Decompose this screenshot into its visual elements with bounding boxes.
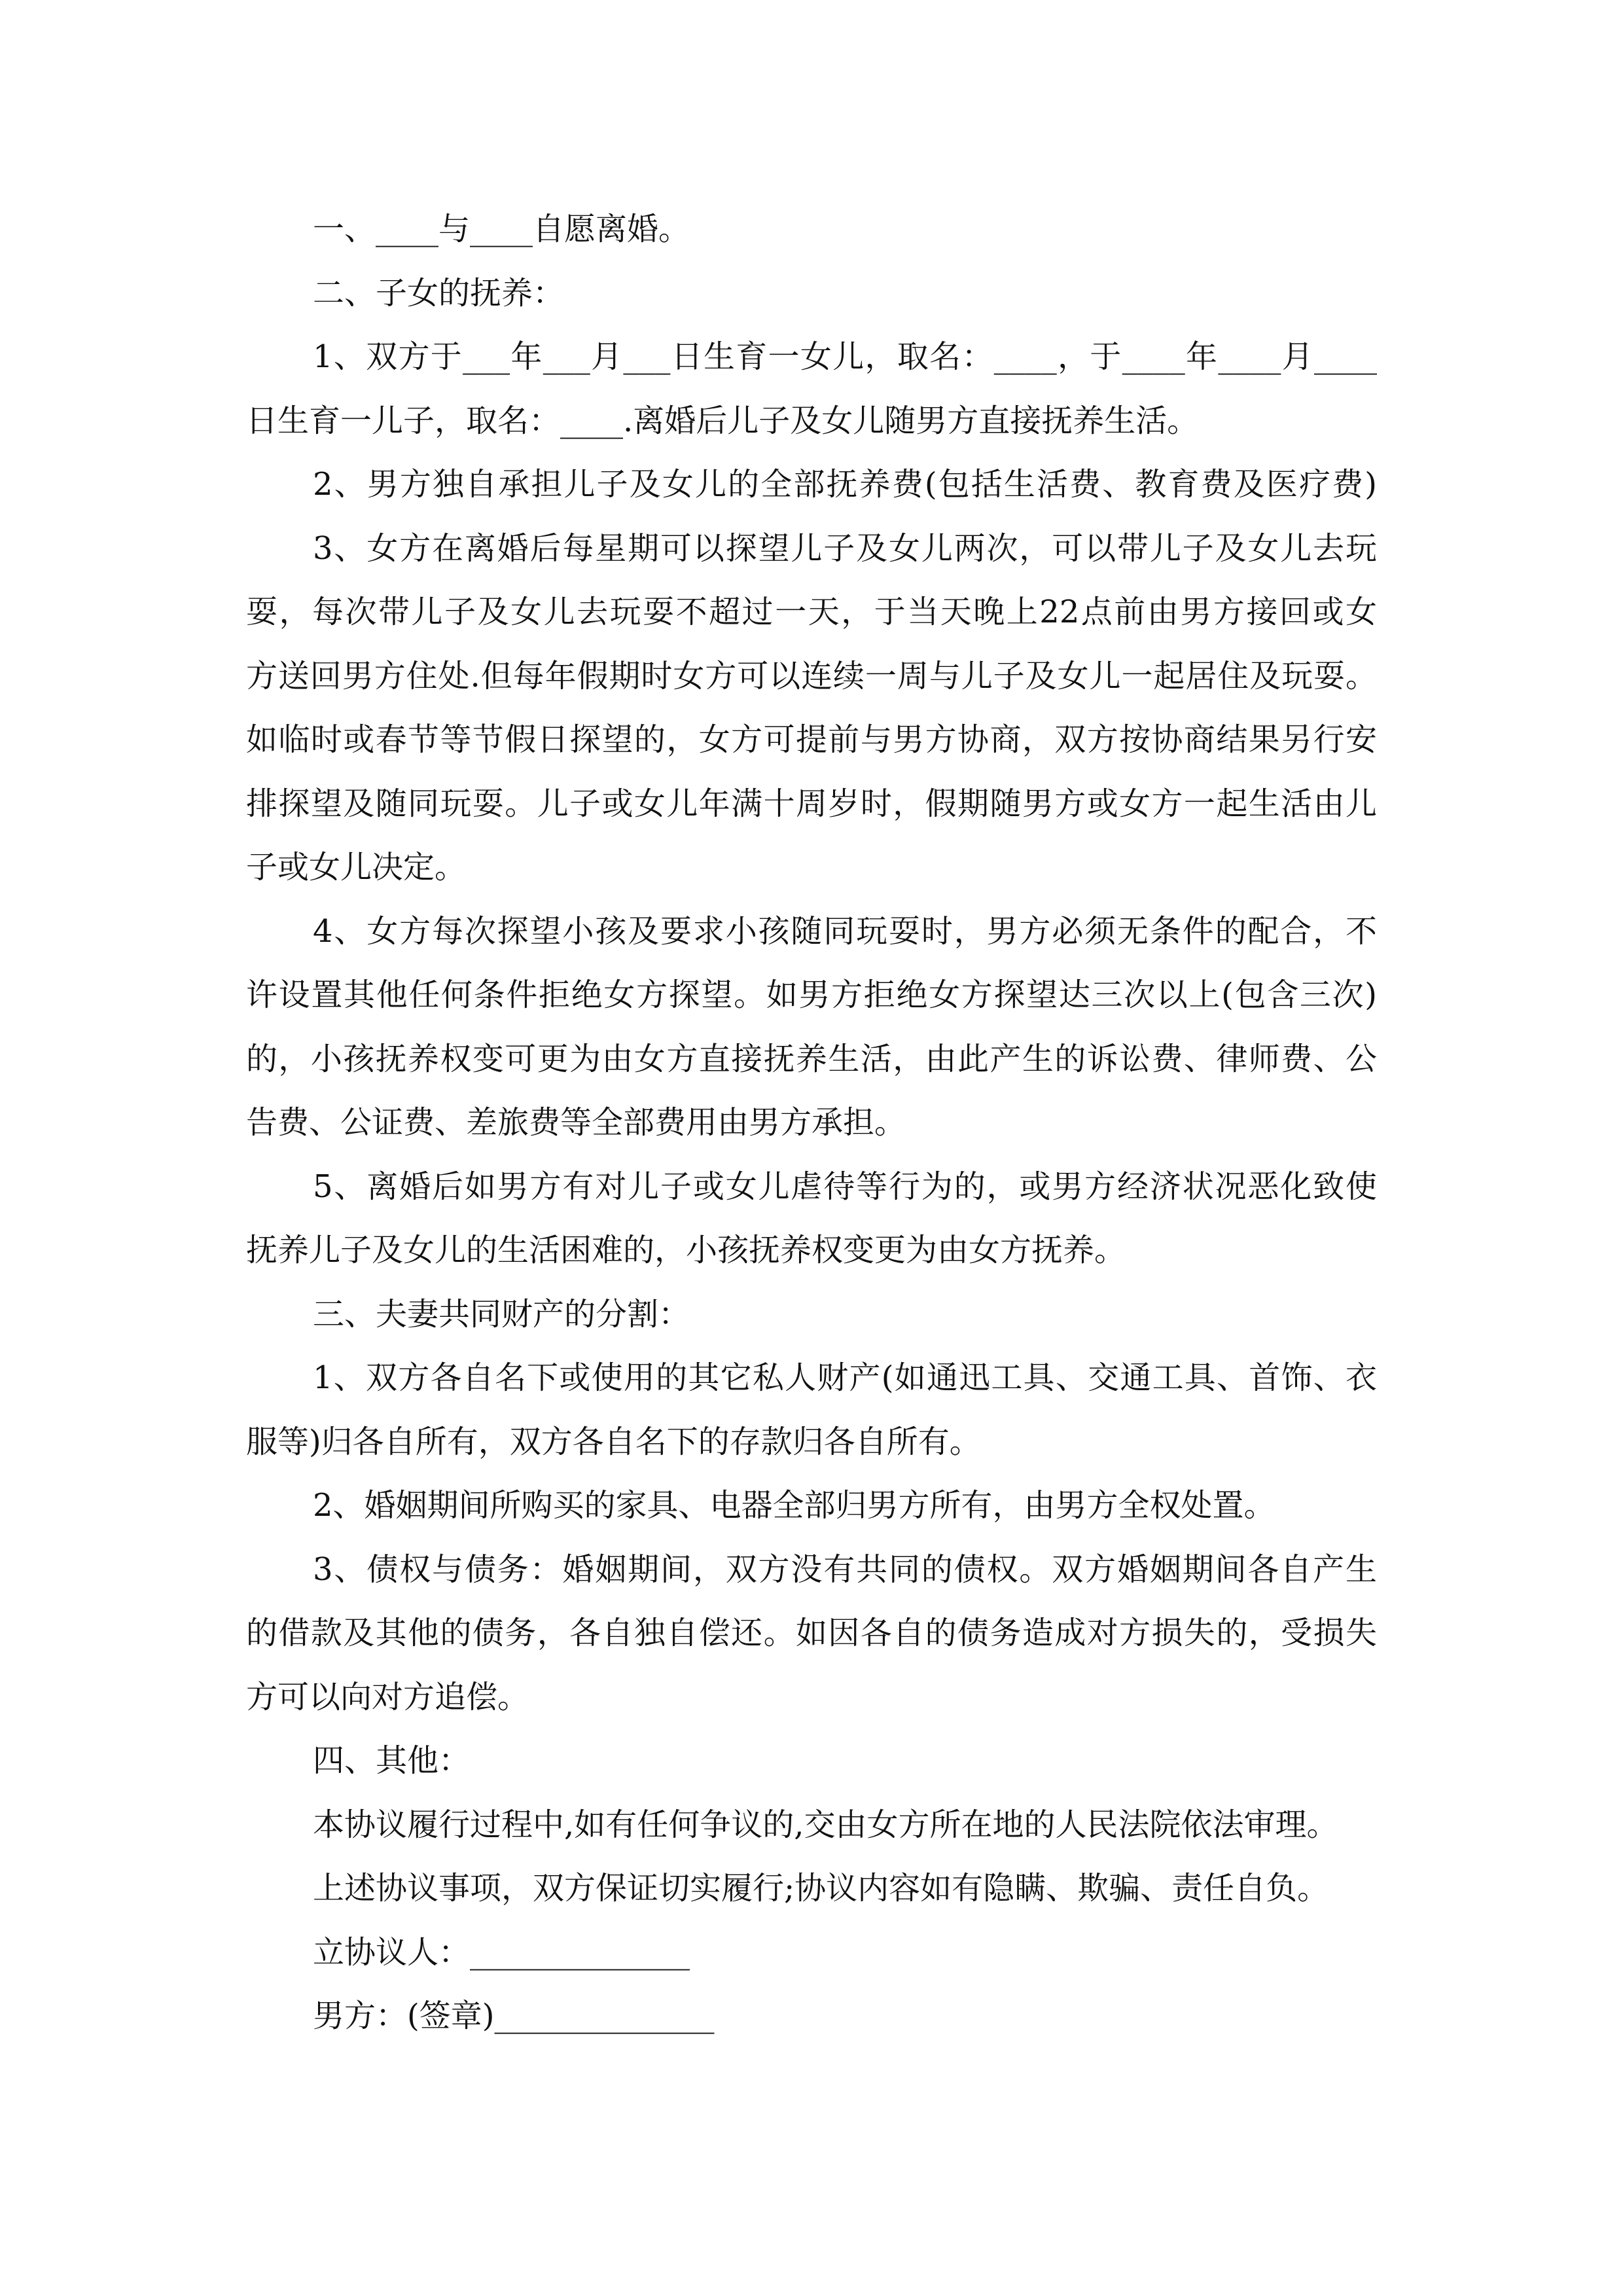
text-line: 方送回男方住处.但每年假期时女方可以连续一周与儿子及女儿一起居住及玩耍。 <box>246 657 1377 694</box>
text-line: 排探望及随同玩耍。儿子或女儿年满十周岁时，假期随男方或女方一起生活由儿 <box>246 785 1377 822</box>
text-line: 四、其他： <box>313 1742 471 1779</box>
text-line: 的，小孩抚养权变可更为由女方直接抚养生活，由此产生的诉讼费、律师费、公 <box>246 1040 1377 1077</box>
text-line: 4、女方每次探望小孩及要求小孩随同玩耍时，男方必须无条件的配合，不 <box>313 912 1377 950</box>
text-line: 1、双方于___年___月___日生育一女儿，取名：____，于____年____月____ <box>313 338 1377 375</box>
text-line: 耍，每次带儿子及女儿去玩耍不超过一天，于当天晚上22点前由男方接回或女 <box>246 594 1377 630</box>
text-line: 一、____与____自愿离婚。 <box>313 211 690 247</box>
text-line: 的借款及其他的债务，各自独自偿还。如因各自的债务造成对方损失的，受损失 <box>246 1615 1377 1651</box>
text-line: 3、债权与债务：婚姻期间，双方没有共同的债权。双方婚姻期间各自产生 <box>313 1551 1377 1588</box>
text-line: 2、婚姻期间所购买的家具、电器全部归男方所有，由男方全权处置。 <box>313 1487 1275 1524</box>
text-line: 2、男方独自承担儿子及女儿的全部抚养费(包括生活费、教育费及医疗费) <box>313 466 1377 503</box>
text-line: 告费、公证费、差旅费等全部费用由男方承担。 <box>246 1104 906 1141</box>
text-line: 抚养儿子及女儿的生活困难的，小孩抚养权变更为由女方抚养。 <box>246 1232 1126 1268</box>
text-line: 5、离婚后如男方有对儿子或女儿虐待等行为的，或男方经济状况恶化致使 <box>313 1168 1377 1205</box>
text-line: 方可以向对方追偿。 <box>246 1678 529 1715</box>
text-line: 三、夫妻共同财产的分割： <box>313 1295 690 1333</box>
text-line: 子或女儿决定。 <box>246 849 467 886</box>
text-line: 3、女方在离婚后每星期可以探望儿子及女儿两次，可以带儿子及女儿去玩 <box>313 529 1377 567</box>
text-line: 男方：(签章)______________ <box>313 1998 715 2034</box>
text-line: 日生育一儿子，取名：____.离婚后儿子及女儿随男方直接抚养生活。 <box>246 402 1199 439</box>
text-line: 如临时或春节等节假日探望的，女方可提前与男方协商，双方按协商结果另行安 <box>246 721 1377 758</box>
text-line: 1、双方各自名下或使用的其它私人财产(如通迅工具、交通工具、首饰、衣 <box>313 1359 1377 1396</box>
text-line: 上述协议事项，双方保证切实履行;协议内容如有隐瞒、欺骗、责任自负。 <box>313 1870 1329 1907</box>
text-line: 本协议履行过程中,如有任何争议的,交由女方所在地的人民法院依法审理。 <box>313 1806 1338 1843</box>
document-body <box>246 198 1377 2049</box>
text-line: 服等)归各自所有，双方各自名下的存款归各自所有。 <box>246 1423 981 1460</box>
text-line: 许设置其他任何条件拒绝女方探望。如男方拒绝女方探望达三次以上(包含三次) <box>246 977 1377 1013</box>
text-line: 二、子女的抚养： <box>313 274 565 312</box>
text-line: 立协议人：______________ <box>313 1933 690 1971</box>
